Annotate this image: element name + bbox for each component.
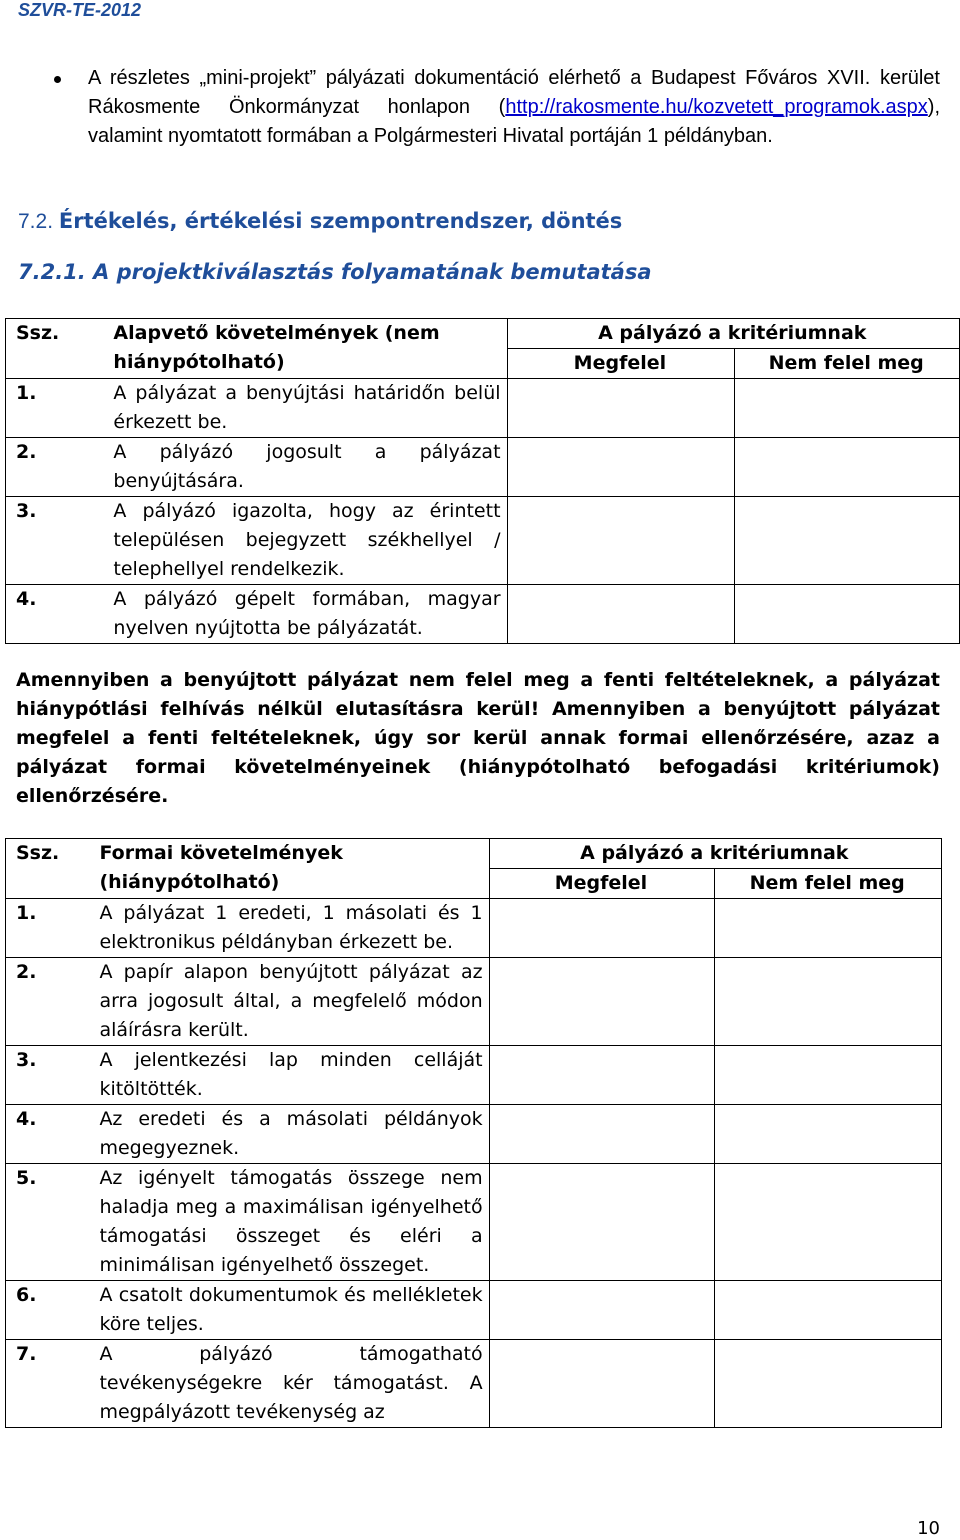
row-number: 2. (6, 958, 90, 1046)
table-row (6, 1164, 942, 1281)
row-number: 7. (6, 1340, 90, 1428)
meets-cell[interactable] (507, 379, 735, 438)
info-paragraph: Amennyiben a benyújtott pályázat nem felel meg a fenti feltételeknek, a pályázat hiánypótlási felhívás nélkül elutasításra kerül! Amennyiben a benyújtott pályázat megfelel a fenti feltételeknek, úgy sor kerül annak formai ellenőrzésére, azaz a pályázat formai követelményeinek (hiánypótolható befogadási kritériumok) ellenőrzésére. (16, 669, 940, 807)
table-row (6, 379, 960, 438)
not-meets-cell[interactable] (715, 958, 942, 1046)
row-number: 6. (6, 1281, 90, 1340)
bullet-text-after: ), valamint nyomtatott formában a Polgármesteri Hivatal portáján 1 példányban. (88, 96, 940, 147)
row-text: A csatolt dokumentumok és mellékletek köre teljes. (89, 1281, 489, 1340)
row-text: A pályázó gépelt formában, magyar nyelven nyújtotta be pályázatát. (105, 585, 507, 644)
row-text: A papír alapon benyújtott pályázat az arra jogosult által, a megfelelő módon aláírásra került. (89, 958, 489, 1046)
meets-cell[interactable] (489, 1281, 715, 1340)
table-row (6, 1105, 942, 1164)
meets-header: Megfelel (507, 349, 735, 379)
bullet-text-before: A részletes „mini-projekt” pályázati dokumentáció elérhető a Budapest Főváros XVII. kerület Rákosmente Önkormányzat honlapon ( (88, 67, 940, 118)
meets-cell[interactable] (489, 1164, 715, 1281)
not-meets-cell[interactable] (735, 379, 960, 438)
ssz-header: Ssz. (6, 839, 90, 869)
table-row (6, 958, 942, 1046)
meets-cell[interactable] (489, 1105, 715, 1164)
row-text: A jelentkezési lap minden celláját kitöltötték. (89, 1046, 489, 1105)
ssz-header-cell (6, 349, 106, 379)
row-number: 5. (6, 1164, 90, 1281)
criteria-group-header: A pályázó a kritériumnak (489, 839, 941, 869)
ssz-header-cell (6, 869, 90, 899)
row-text: Az eredeti és a másolati példányok megegyeznek. (89, 1105, 489, 1164)
row-number: 2. (6, 438, 106, 497)
meets-cell[interactable] (489, 958, 715, 1046)
row-number: 4. (6, 1105, 90, 1164)
row-text: Az igényelt támogatás összege nem haladja meg a maximálisan igényelhető támogatási összeget és eléri a minimálisan igényelhető összeget. (89, 1164, 489, 1281)
row-number: 1. (6, 899, 90, 958)
section-heading (18, 207, 622, 236)
bullet-icon (54, 76, 61, 83)
row-number: 1. (6, 379, 106, 438)
not-meets-cell[interactable] (715, 1105, 942, 1164)
row-text: A pályázó jogosult a pályázat benyújtására. (105, 438, 507, 497)
formal-requirements-table (5, 838, 942, 1428)
basic-requirements-table (5, 318, 960, 644)
criteria-group-header: A pályázó a kritériumnak (507, 319, 959, 349)
meets-header: Megfelel (489, 869, 715, 899)
not-meets-header: Nem felel meg (715, 869, 942, 899)
table-row (6, 585, 960, 644)
not-meets-cell[interactable] (715, 1164, 942, 1281)
not-meets-cell[interactable] (735, 438, 960, 497)
not-meets-cell[interactable] (715, 1340, 942, 1428)
row-number: 4. (6, 585, 106, 644)
meets-cell[interactable] (489, 1340, 715, 1428)
subsection-heading: 7.2.1. A projektkiválasztás folyamatának bemutatása (18, 260, 652, 284)
meets-cell[interactable] (489, 899, 715, 958)
not-meets-cell[interactable] (715, 1046, 942, 1105)
page-number: 10 (917, 1518, 940, 1539)
table-row (6, 1046, 942, 1105)
table-row (6, 1281, 942, 1340)
meets-cell[interactable] (507, 438, 735, 497)
not-meets-cell[interactable] (715, 899, 942, 958)
section-number: 7.2. (18, 210, 54, 233)
not-meets-cell[interactable] (735, 497, 960, 585)
table-row (6, 438, 960, 497)
table-row (6, 1340, 942, 1428)
row-number: 3. (6, 1046, 90, 1105)
requirements-header: Alapvető követelmények (nem hiánypótolható) (105, 319, 507, 379)
meets-cell[interactable] (507, 585, 735, 644)
section-title: Értékelés, értékelési szempontrendszer, döntés (58, 209, 623, 233)
meets-cell[interactable] (489, 1046, 715, 1105)
row-text: A pályázó támogatható tevékenységekre kér támogatást. A megpályázott tevékenység az (89, 1340, 489, 1428)
website-link[interactable]: http://rakosmente.hu/kozvetett_programok.aspx (505, 96, 928, 118)
row-number: 3. (6, 497, 106, 585)
row-text: A pályázó igazolta, hogy az érintett településen bejegyzett székhellyel / telephellyel rendelkezik. (105, 497, 507, 585)
meets-cell[interactable] (507, 497, 735, 585)
table-row (6, 497, 960, 585)
row-text: A pályázat 1 eredeti, 1 másolati és 1 elektronikus példányban érkezett be. (89, 899, 489, 958)
not-meets-cell[interactable] (715, 1281, 942, 1340)
document-code-header: SZVR-TE-2012 (18, 0, 142, 20)
ssz-header: Ssz. (6, 319, 106, 349)
row-text: A pályázat a benyújtási határidőn belül érkezett be. (105, 379, 507, 438)
table-row (6, 899, 942, 958)
not-meets-cell[interactable] (735, 585, 960, 644)
bullet-item (48, 64, 940, 151)
requirements-header: Formai követelmények (hiánypótolható) (89, 839, 489, 899)
not-meets-header: Nem felel meg (735, 349, 960, 379)
bullet-text (88, 64, 940, 151)
